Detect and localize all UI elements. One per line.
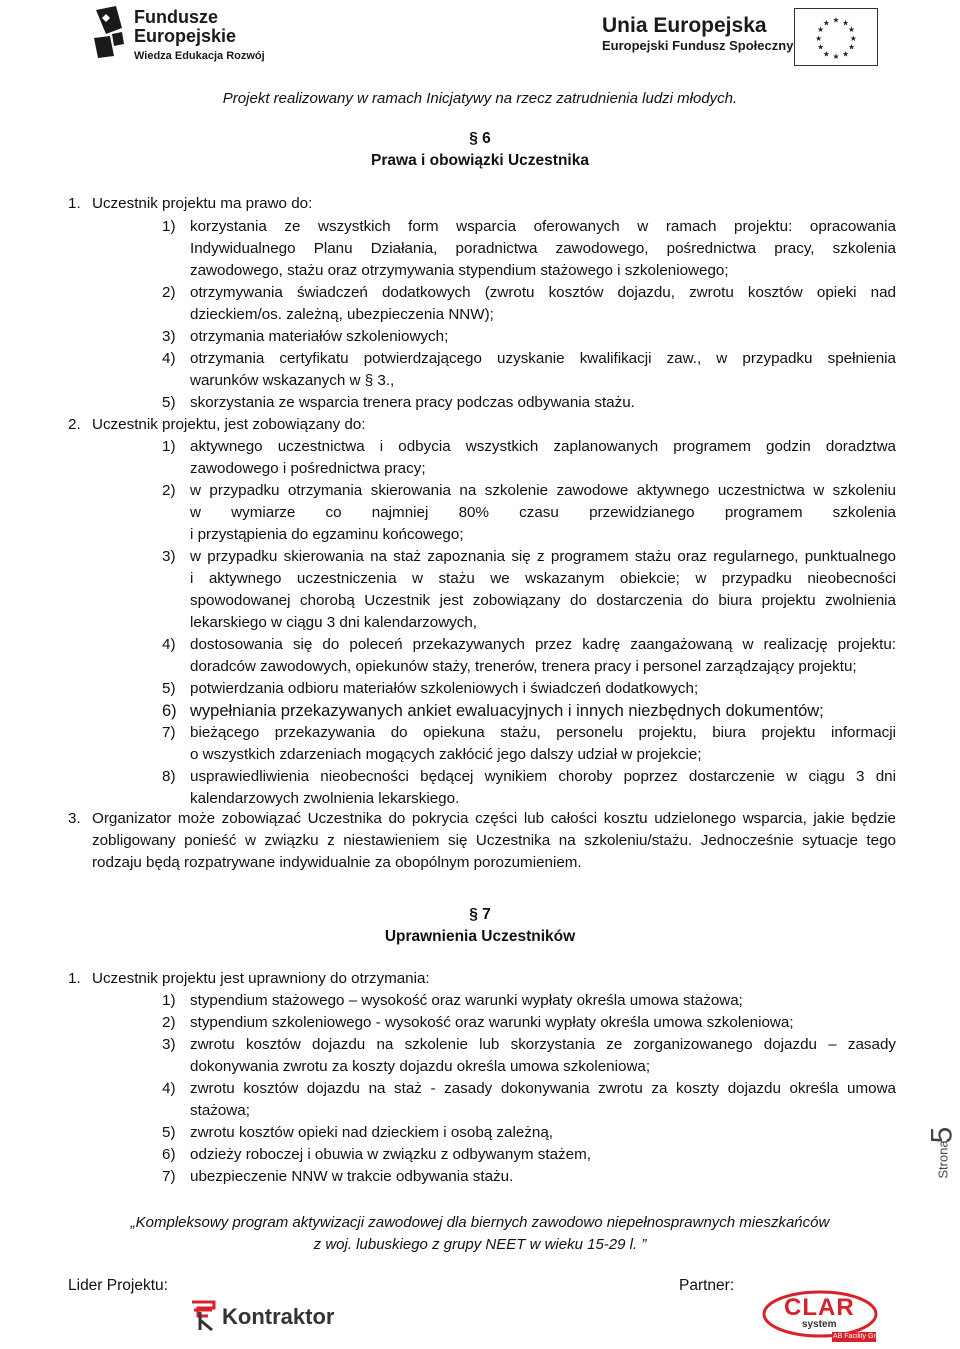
s6-p2-i8-l1: usprawiedliwienia nieobecności będącej wynikiem choroby poprzez dostarczenie w ciągu 3 dni: [190, 768, 896, 785]
s7-i3-num: 3): [162, 1036, 176, 1053]
s6-p2-i6-num: 6): [162, 702, 177, 720]
s6-p2-i5-num: 5): [162, 680, 176, 697]
s7-i5-num: 5): [162, 1124, 176, 1141]
s6-p2-num: 2.: [68, 416, 81, 433]
eu-flag-icon: [794, 8, 878, 66]
s6-p2-i2-l1: w przypadku otrzymania skierowania na szkolenie zawodowe aktywnego uczestnictwa w szkoleniu: [190, 482, 896, 499]
section7-title: Uprawnienia Uczestników: [384, 928, 576, 945]
svg-text:★: ★: [817, 42, 825, 52]
clar-logo-sub: system: [802, 1319, 837, 1330]
svg-text:★: ★: [815, 33, 823, 43]
s7-i4-l1: zwrotu kosztów dojazdu na staż - zasady dokonywania zwrotu za koszty dojazdu określa umowa: [190, 1080, 896, 1097]
s7-i1-l1: stypendium stażowego – wysokość oraz warunki wypłaty określa umowa stażowa;: [190, 992, 743, 1009]
s7-i6-l1: odzieży roboczej i obuwia w związku z odbywanym stażem,: [190, 1146, 591, 1163]
fundusze-europejskie-logo: [92, 4, 272, 66]
clar-system-logo: [762, 1290, 888, 1344]
s6-p2-i3-l4: lekarskiego w ciągu 3 dni kalendarzowych,: [190, 614, 478, 631]
s6-p1-i2-l2: dzieckiem/os. zależną, ubezpieczenia NNW);: [190, 306, 494, 323]
clar-logo-tag: AB Facility Group: [833, 1333, 888, 1340]
page-number-value: 5: [925, 1126, 959, 1144]
s7-i5-l1: zwrotu kosztów opieki nad dzieckiem i osobą zależną,: [190, 1124, 553, 1141]
section6-number: § 6: [469, 130, 491, 147]
s6-p2-i8-l2: kalendarzowych zwolnienia lekarskiego.: [190, 790, 460, 807]
s7-i3-l1: zwrotu kosztów dojazdu na szkolenie lub skorzystania ze zorganizowanego dojazdu – zasady: [190, 1036, 896, 1053]
s6-p1-num: 1.: [68, 195, 81, 212]
svg-text:★: ★: [847, 25, 855, 35]
section7-number: § 7: [469, 906, 491, 923]
s7-i1-num: 1): [162, 992, 176, 1009]
kontraktor-logo-text: Kontraktor: [222, 1304, 335, 1329]
s6-p1-i5-l1: skorzystania ze wsparcia trenera pracy podczas odbywania stażu.: [190, 394, 635, 411]
s6-p2-i2-num: 2): [162, 482, 176, 499]
s6-p1-i3-num: 3): [162, 328, 176, 345]
s6-p1-i1-l2: Indywidualnego Planu Działania, poradnictwa zawodowego, pośrednictwa pracy, szkolenia: [190, 240, 896, 257]
s6-p1-i5-num: 5): [162, 394, 176, 411]
page-number-label: Strona: [935, 1140, 951, 1179]
s6-p3-l1: Organizator może zobowiązać Uczestnika do pokrycia części lub całości kosztu udzielonego wsparcia, jakie będzie: [92, 810, 896, 827]
ue-logo-text: [602, 14, 793, 54]
section6-title: Prawa i obowiązki Uczestnika: [371, 152, 589, 169]
s7-p1-lead: Uczestnik projektu jest uprawniony do otrzymania:: [92, 970, 430, 987]
ue-subtitle: Europejski Fundusz Społeczny: [602, 38, 794, 53]
s7-p1-num: 1.: [68, 970, 81, 987]
project-line: Projekt realizowany w ramach Inicjatywy na rzecz zatrudnienia ludzi młodych.: [222, 90, 738, 107]
s6-p2-i3-l2: i aktywnego uczestniczenia w stażu we wskazanym obiekcie; w przypadku nieobecności: [190, 570, 896, 587]
s6-p1-i2-num: 2): [162, 284, 176, 301]
s6-p2-i6-l1: wypełniania przekazywanych ankiet ewaluacyjnych i innych niezbędnych dokumentów;: [190, 702, 824, 720]
s6-p1-i1-l3: zawodowego, stażu oraz otrzymywania stypendium stażowego i szkoleniowego;: [190, 262, 729, 279]
s6-p2-i1-num: 1): [162, 438, 176, 455]
s6-p2-i4-l1: dostosowania się do poleceń przekazywanych przez kadrę zaangażowaną w realizację projektu:: [190, 636, 896, 653]
svg-text:★: ★: [849, 33, 857, 43]
s6-p2-i7-l1: bieżącego przekazywania do opiekuna stażu, personelu projektu, biura projektu informacji: [190, 724, 896, 741]
s6-p2-i8-num: 8): [162, 768, 176, 785]
svg-text:★: ★: [842, 18, 850, 28]
s6-p3-l2: zobligowany ponieść w związku z niestawieniem się Uczestnika na szkoleniu/stażu. Jednocześnie sytuacje tego: [92, 832, 896, 849]
lider-label: Lider Projektu:: [68, 1277, 168, 1294]
svg-text:★: ★: [817, 25, 825, 35]
svg-text:★: ★: [822, 49, 830, 59]
s6-p3-num: 3.: [68, 810, 81, 827]
s6-p1-lead: Uczestnik projektu ma prawo do:: [92, 195, 313, 212]
s6-p2-i4-l2: doradców zawodowych, opiekunów staży, trenerów, trenera pracy i personel zarządzający projektu;: [190, 658, 857, 675]
svg-text:★: ★: [832, 15, 840, 25]
footer-line2: z woj. lubuskiego z grupy NEET w wieku 15-29 l. ”: [313, 1236, 647, 1253]
ue-title: Unia Europejska: [602, 14, 767, 37]
s6-p2-i4-num: 4): [162, 636, 176, 653]
s6-p1-i4-l1: otrzymania certyfikatu potwierdzającego uzyskanie kwalifikacji zaw., w przypadku spełnienia: [190, 350, 896, 367]
s6-p2-i3-l1: w przypadku skierowania na staż zapoznania się z programem stażu oraz regularnego, punktualnego: [190, 548, 896, 565]
s6-p2-i2-l3: i przystąpienia do egzaminu końcowego;: [190, 526, 464, 543]
kontraktor-logo: [190, 1296, 340, 1336]
s7-i4-num: 4): [162, 1080, 176, 1097]
s6-p2-i3-l3: spowodowanej chorobą Uczestnik jest zobowiązany do dostarczenia do biura projektu zwolnienia: [190, 592, 896, 609]
s7-i4-l2: stażowa;: [190, 1102, 250, 1119]
s6-p2-i3-num: 3): [162, 548, 176, 565]
fe-star-mark-icon: [92, 4, 126, 60]
s6-p1-i1-l1: korzystania ze wszystkich form wsparcia oferowanych w ramach projektu: opracowania: [190, 218, 896, 235]
s7-i7-l1: ubezpieczenie NNW w trakcie odbywania stażu.: [190, 1168, 514, 1185]
s6-p2-i5-l1: potwierdzania odbioru materiałów szkoleniowych i świadczeń dodatkowych;: [190, 680, 699, 697]
svg-text:★: ★: [842, 49, 850, 59]
fe-line1: Fundusze: [134, 7, 218, 27]
s6-p3-l3: rodzaju będą rozpatrywane indywidualnie za obopólnym porozumieniem.: [92, 854, 582, 871]
partner-label: Partner:: [679, 1277, 735, 1294]
s7-i2-l1: stypendium szkoleniowego - wysokość oraz warunki wypłaty określa umowa szkoleniowa;: [190, 1014, 794, 1031]
s6-p2-i1-l2: zawodowego i pośrednictwa pracy;: [190, 460, 426, 477]
s6-p1-i3-l1: otrzymania materiałów szkoleniowych;: [190, 328, 449, 345]
clar-logo-text: CLAR: [784, 1294, 855, 1321]
s7-i7-num: 7): [162, 1168, 176, 1185]
s6-p2-i7-l2: o wszystkich zdarzeniach mogących zakłócić jego dalszy udział w projekcie;: [190, 746, 702, 763]
s6-p1-i1-num: 1): [162, 218, 176, 235]
fe-line3: Wiedza Edukacja Rozwój: [134, 50, 265, 62]
s7-i3-l2: dokonywania zwrotu za koszty dojazdu określa umowa szkoleniowa;: [190, 1058, 651, 1075]
page-number: [925, 1120, 960, 1190]
s6-p1-i4-num: 4): [162, 350, 176, 367]
s6-p1-i2-l1: otrzymywania świadczeń dodatkowych (zwrotu kosztów dojazdu, zwrotu kosztów opieki nad: [190, 284, 896, 301]
s6-p2-i7-num: 7): [162, 724, 176, 741]
s6-p2-i1-l1: aktywnego uczestnictwa i odbycia wszystkich zaplanowanych programem godzin doradztwa: [190, 438, 896, 455]
s7-i2-num: 2): [162, 1014, 176, 1031]
s6-p2-lead: Uczestnik projektu, jest zobowiązany do:: [92, 416, 366, 433]
s7-i6-num: 6): [162, 1146, 176, 1163]
s6-p1-i4-l2: warunków wskazanych w § 3.,: [190, 372, 395, 389]
svg-text:★: ★: [822, 18, 830, 28]
svg-text:★: ★: [832, 52, 840, 62]
footer-line1: „Kompleksowy program aktywizacji zawodowej dla biernych zawodowo niepełnosprawnych mieszkańców: [130, 1214, 830, 1231]
s6-p2-i2-l2: w wymiarze co najmniej 80% czasu przewidzianego programem szkolenia: [190, 504, 896, 521]
svg-text:★: ★: [847, 42, 855, 52]
fe-line2: Europejskie: [134, 26, 237, 46]
